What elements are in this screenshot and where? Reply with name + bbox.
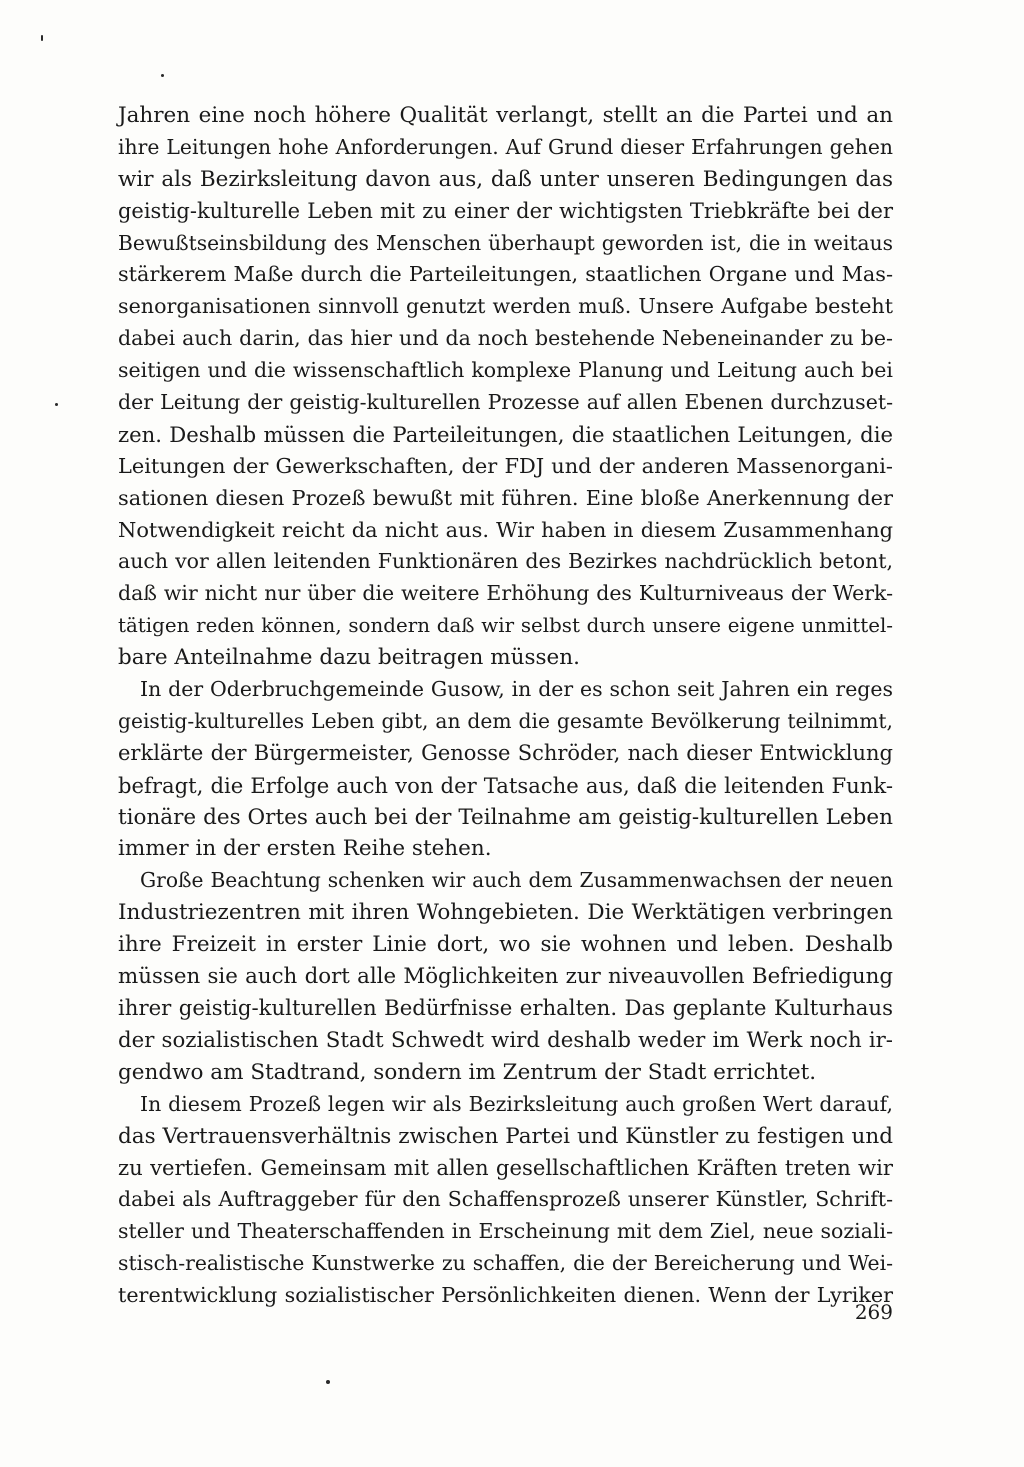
text-line: gendwo am Stadtrand, sondern im Zentrum der Stadt errichtet. (118, 1059, 817, 1085)
text-line: müssen sie auch dort alle Möglichkeiten zur niveauvollen Befriedigung (118, 964, 893, 990)
text-line: tionäre des Ortes auch bei der Teilnahme am geistig-kulturellen Leben (118, 804, 893, 830)
scan-speck (326, 1380, 330, 1384)
text-line: befragt, die Erfolge auch von der Tatsache aus, daß die leitenden Funk- (118, 772, 893, 798)
text-line: Leitungen der Gewerkschaften, der FDJ und der anderen Massenorgani- (118, 453, 893, 478)
text-line: dabei als Auftraggeber für den Schaffensprozeß unserer Künstler, Schrift- (118, 1187, 893, 1212)
page-number: 269 (854, 1300, 893, 1324)
text-line: stärkerem Maße durch die Parteileitungen, staatlichen Organe und Mas- (118, 262, 893, 287)
text-line: stisch-realistische Kunstwerke zu schaffen, die der Bereicherung und Wei- (118, 1251, 893, 1276)
text-line: Große Beachtung schenken wir auch dem Zusammenwachsen der neuen (140, 868, 893, 893)
text-line: In diesem Prozeß legen wir als Bezirksleitung auch großen Wert darauf, (140, 1091, 893, 1116)
text-line: steller und Theaterschaffenden in Erscheinung mit dem Ziel, neue soziali- (118, 1219, 893, 1244)
text-line: wir als Bezirksleitung davon aus, daß unter unseren Bedingungen das (118, 166, 893, 192)
text-line: auch vor allen leitenden Funktionären des Bezirkes nachdrücklich betont, (118, 549, 893, 574)
text-line: ihrer geistig-kulturellen Bedürfnisse erhalten. Das geplante Kulturhaus (118, 995, 893, 1021)
text-line: Industriezentren mit ihren Wohngebieten. Die Werktätigen verbringen (118, 900, 893, 926)
text-line: zen. Deshalb müssen die Parteileitungen, die staatlichen Leitungen, die (118, 421, 893, 447)
text-line: ihre Freizeit in erster Linie dort, wo sie wohnen und leben. Deshalb (118, 932, 893, 958)
text-line: ihre Leitungen hohe Anforderungen. Auf Grund dieser Erfahrungen gehen (118, 134, 893, 159)
text-line: senorganisationen sinnvoll genutzt werden muß. Unsere Aufgabe besteht (118, 294, 893, 319)
text-line: erklärte der Bürgermeister, Genosse Schröder, nach dieser Entwicklung (118, 740, 893, 765)
body-text (118, 100, 893, 1312)
text-line: zu vertiefen. Gemeinsam mit allen gesellschaftlichen Kräften treten wir (118, 1155, 893, 1181)
text-line: tätigen reden können, sondern daß wir selbst durch unsere eigene unmittel- (118, 614, 893, 638)
text-line: In der Oderbruchgemeinde Gusow, in der es schon seit Jahren ein reges (140, 677, 893, 702)
text-line: Notwendigkeit reicht da nicht aus. Wir haben in diesem Zusammenhang (118, 517, 893, 542)
scan-speck (41, 35, 43, 41)
text-line: geistig-kulturelles Leben gibt, an dem die gesamte Bevölkerung teilnimmt, (118, 708, 893, 733)
text-line: dabei auch darin, das hier und da noch bestehende Nebeneinander zu be- (118, 326, 893, 351)
scan-speck (161, 74, 164, 77)
text-line: daß wir nicht nur über die weitere Erhöhung des Kulturniveaus der Werk- (118, 581, 893, 606)
text-line: bare Anteilnahme dazu beitragen müssen. (118, 645, 580, 671)
text-line: Bewußtseinsbildung des Menschen überhaupt geworden ist, die in weitaus (118, 230, 893, 255)
text-line: geistig-kulturelle Leben mit zu einer der wichtigsten Triebkräfte bei der (118, 198, 893, 223)
text-line: terentwicklung sozialistischer Persönlichkeiten dienen. Wenn der Lyriker (118, 1282, 893, 1307)
text-line: das Vertrauensverhältnis zwischen Partei und Künstler zu festigen und (118, 1123, 893, 1149)
text-line: sationen diesen Prozeß bewußt mit führen. Eine bloße Anerkennung der (118, 485, 893, 510)
scan-speck (55, 403, 58, 406)
text-line: Jahren eine noch höhere Qualität verlangt, stellt an die Partei und an (118, 103, 893, 128)
text-line: der Leitung der geistig-kulturellen Prozesse auf allen Ebenen durchzuset- (118, 390, 893, 415)
text-line: seitigen und die wissenschaftlich komplexe Planung und Leitung auch bei (118, 358, 893, 383)
text-line: der sozialistischen Stadt Schwedt wird deshalb weder im Werk noch ir- (118, 1027, 893, 1053)
text-line: immer in der ersten Reihe stehen. (118, 836, 492, 862)
